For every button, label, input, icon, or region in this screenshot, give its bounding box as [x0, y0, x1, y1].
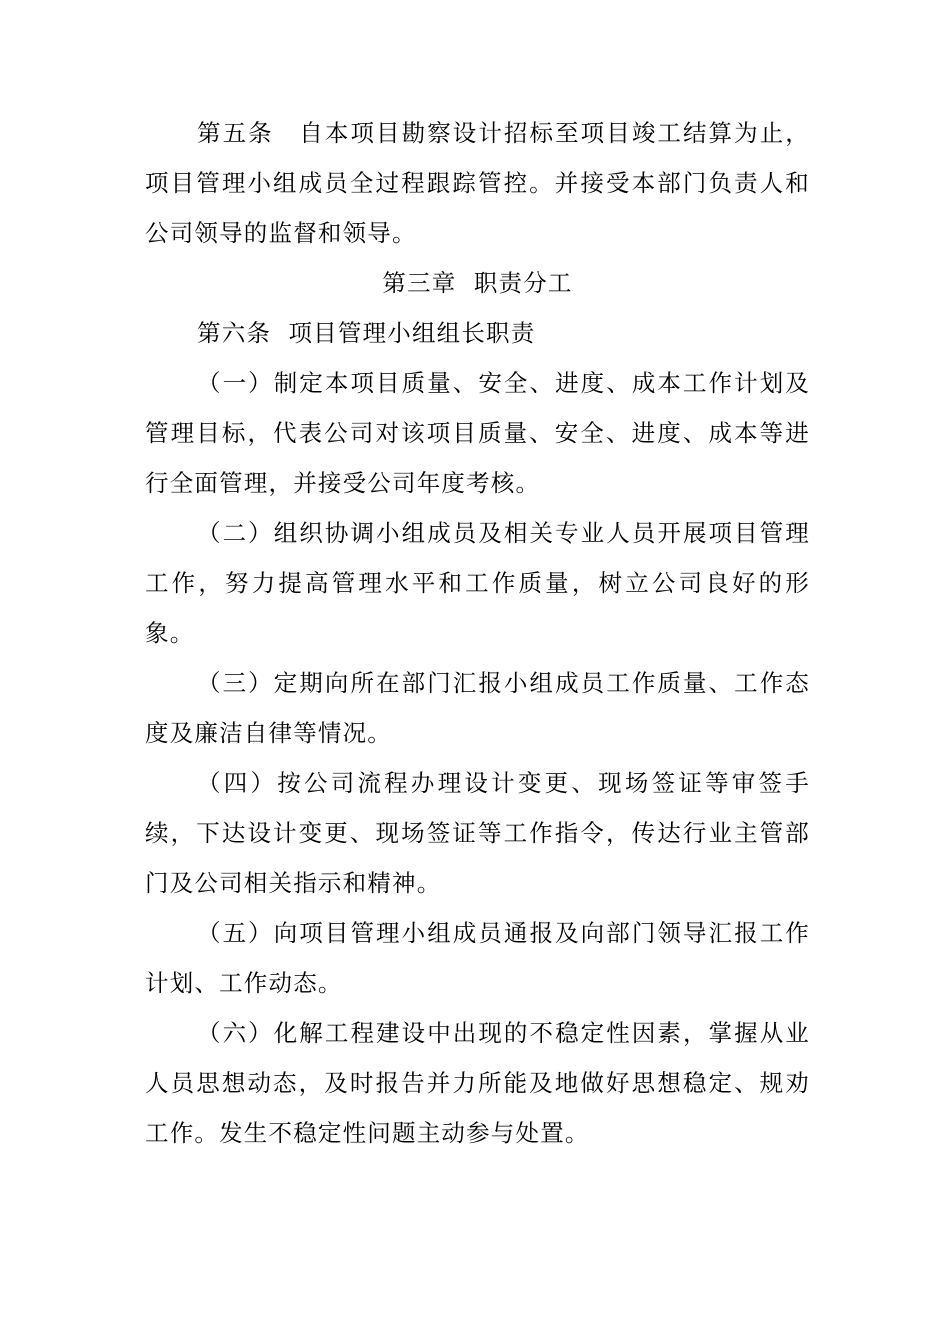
duty-item-4: （四）按公司流程办理设计变更、现场签证等审签手续，下达设计变更、现场签证等工作指令，传达行业主管部门及公司相关指示和精神。	[145, 769, 810, 897]
article-5-paragraph: 第五条 自本项目勘察设计招标至项目竣工结算为止，项目管理小组成员全过程跟踪管控。并接受本部门负责人和公司领导的监督和领导。	[145, 119, 810, 247]
article-6-heading: 第六条 项目管理小组组长职责	[197, 319, 536, 347]
duty-item-3: （三）定期向所在部门汇报小组成员工作质量、工作态度及廉洁自律等情况。	[145, 669, 810, 747]
duty-item-1: （一）制定本项目质量、安全、进度、成本工作计划及管理目标，代表公司对该项目质量、安全、进度、成本等进行全面管理，并接受公司年度考核。	[145, 369, 810, 497]
chapter-3-heading: 第三章 职责分工	[382, 269, 573, 297]
document-body	[145, 108, 810, 1158]
duty-item-2: （二）组织协调小组成员及相关专业人员开展项目管理工作，努力提高管理水平和工作质量，树立公司良好的形象。	[145, 519, 810, 647]
duty-item-6: （六）化解工程建设中出现的不稳定性因素，掌握从业人员思想动态，及时报告并力所能及地做好思想稳定、规劝工作。发生不稳定性问题主动参与处置。	[145, 1019, 810, 1147]
duty-item-5: （五）向项目管理小组成员通报及向部门领导汇报工作计划、工作动态。	[145, 919, 810, 997]
